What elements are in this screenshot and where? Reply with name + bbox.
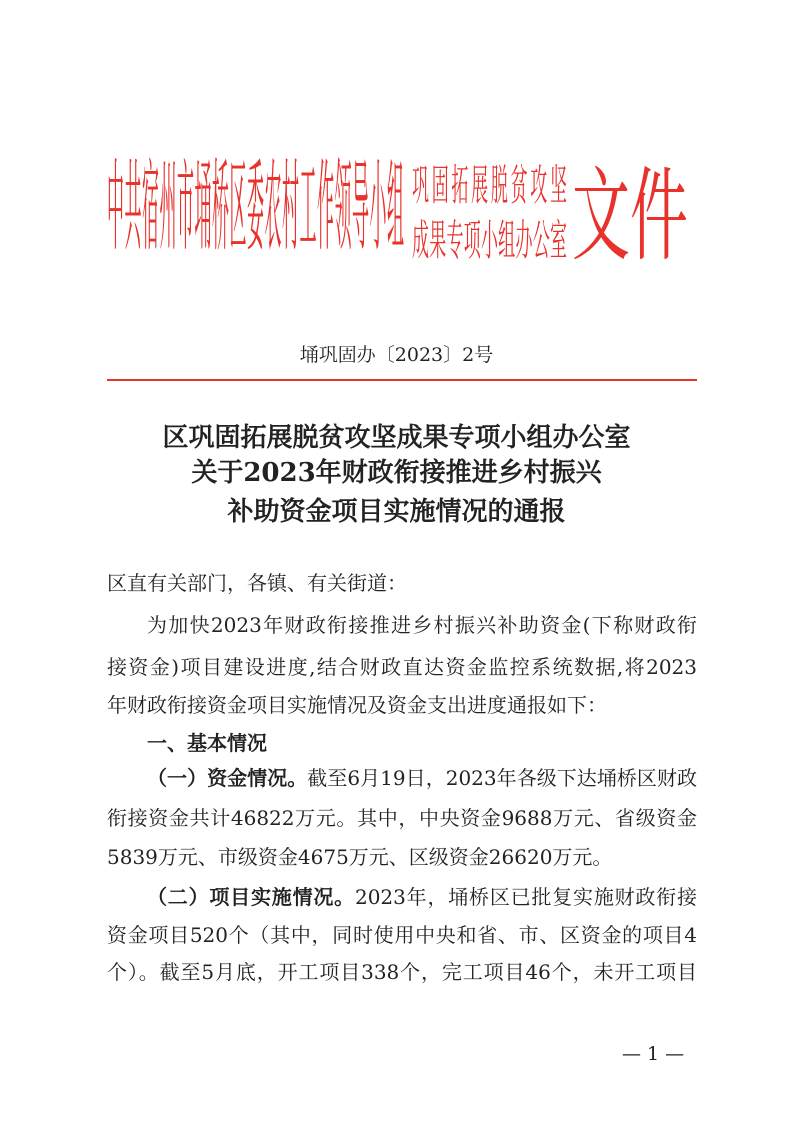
salutation: 区直有关部门，各镇、有关街道： [107,571,407,595]
doc-word [572,156,692,276]
paragraph-line [147,766,697,790]
office-name-line1 [412,162,567,213]
office-line1-text: 巩固拓展脱贫攻坚 [412,162,567,213]
intro-line: 为加快2023年财政衔接推进乡村振兴补助资金(下称财政衔 [147,613,697,637]
title-line-3: 补助资金项目实施情况的通报 [227,497,566,527]
title-line-1: 区巩固拓展脱贫攻坚成果专项小组办公室 [162,423,631,453]
red-divider [107,379,697,381]
subsection-text: 2023年，埇桥区已批复实施财政衔接 [354,885,698,909]
org-line: 中共宿州市埇桥区委农村工作领导小组 [107,154,405,271]
paragraph-line: 个）。截至5月底，开工项目338个，完工项目46个，未开工项目 [107,960,697,984]
doc-word-text: 文件 [572,156,689,276]
office-line2-text: 成果专项小组办公室 [412,217,567,268]
paragraph-line: 资金项目520个（其中，同时使用中央和省、市、区资金的项目4 [107,923,697,947]
subsection-text: 截至6月19日，2023年各级下达埇桥区财政 [307,766,697,790]
title-line-2: 关于2023年财政衔接推进乡村振兴 [191,458,602,488]
intro-line: 接资金)项目建设进度,结合财政直达资金监控系统数据,将2023 [107,655,697,679]
paragraph-line: 5839万元、市级资金4675万元、区级资金26620万元。 [107,845,613,869]
subsection-label: （一）资金情况。 [147,766,308,790]
paragraph-line: 衔接资金共计46822万元。其中，中央资金9688万元、省级资金 [107,806,697,830]
page-number: — 1 — [622,1043,685,1065]
document-number: 埇巩固办〔2023〕2号 [299,344,494,366]
paragraph-line [147,885,697,909]
section-heading: 一、基本情况 [147,731,267,755]
subsection-label: （二）项目实施情况。 [147,885,355,909]
office-name-line2 [412,217,567,268]
issuing-org-name [107,154,405,271]
intro-line: 年财政衔接资金项目实施情况及资金支出进度通报如下： [107,693,607,717]
